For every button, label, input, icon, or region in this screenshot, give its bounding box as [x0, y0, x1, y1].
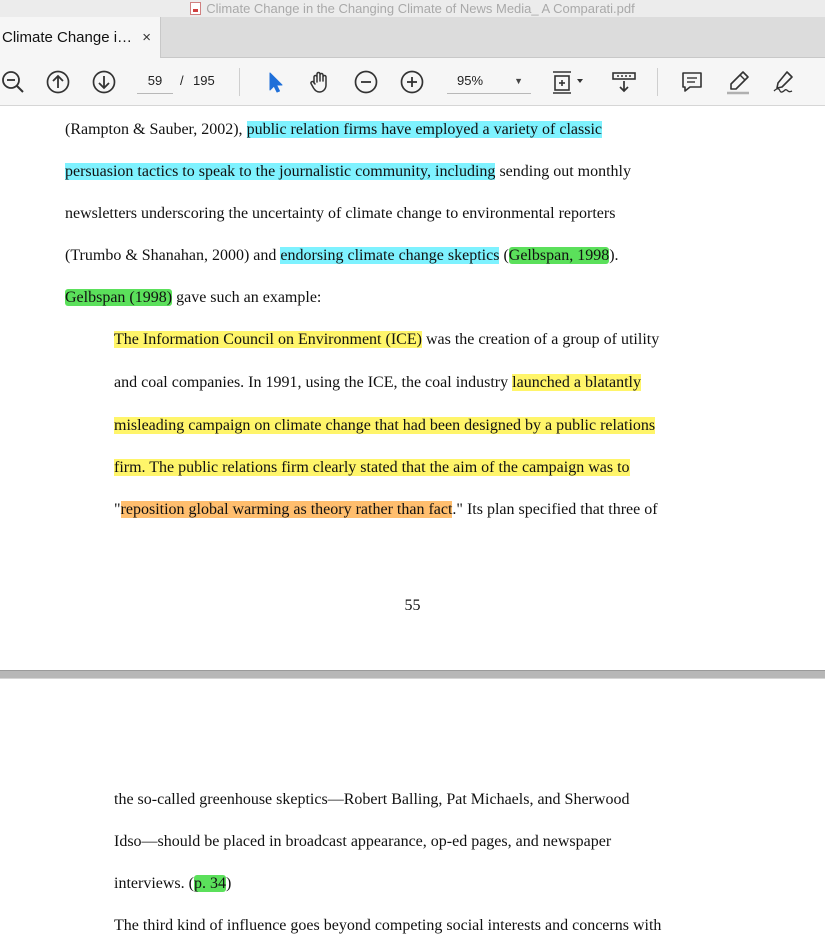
comment-icon[interactable]	[678, 68, 706, 96]
text-line: persuasion tactics to speak to the journalistic community, including sending out monthly	[65, 163, 631, 180]
block-quote-line	[114, 416, 655, 436]
pdf-file-icon	[190, 2, 201, 15]
highlight-green[interactable]: Gelbspan, 1998	[508, 247, 610, 264]
highlight-cyan[interactable]: endorsing climate change skeptics	[280, 247, 500, 264]
page-number: 55	[404, 597, 421, 614]
highlight-yellow[interactable]: misleading campaign on climate change that had been designed by a public relations	[114, 417, 656, 434]
window-title: Climate Change in the Changing Climate of News Media_ A Comparati.pdf	[206, 1, 635, 16]
highlight-cyan[interactable]: persuasion tactics to speak to the journalistic community, including	[65, 163, 496, 180]
highlight-pen-icon[interactable]	[724, 68, 752, 96]
block-quote-line: and coal companies. In 1991, using the ICE, the coal industry launched a blatantly	[114, 374, 641, 391]
text-line: The third kind of influence goes beyond competing social interests and concerns with	[114, 917, 662, 934]
block-quote-line	[114, 458, 630, 478]
select-cursor-icon[interactable]	[261, 68, 289, 96]
document-tab[interactable]	[0, 17, 161, 58]
block-quote-line: "reposition global warming as theory rather than fact." Its plan specified that three of	[114, 501, 658, 518]
tab-bar	[0, 17, 825, 58]
highlight-cyan[interactable]: public relation firms have employed a variety of classic	[246, 121, 602, 138]
zoom-out-icon[interactable]	[352, 68, 380, 96]
highlight-orange[interactable]: reposition global warming as theory rather than fact	[120, 501, 453, 518]
scroll-mode-icon[interactable]	[610, 68, 638, 96]
total-pages: 195	[193, 73, 215, 88]
text-line: (Rampton & Sauber, 2002), public relation firms have employed a variety of classic	[65, 121, 602, 138]
highlight-yellow[interactable]: The Information Council on Environment (ICE)	[114, 331, 422, 348]
highlight-yellow[interactable]: firm. The public relations firm clearly stated that the aim of the campaign was to	[114, 459, 630, 476]
text-line: Gelbspan (1998) gave such an example:	[65, 289, 322, 306]
highlight-green[interactable]: p. 34	[193, 875, 226, 892]
page-separator: /	[180, 73, 184, 88]
toolbar	[0, 58, 825, 106]
tab-label: Climate Change i…	[2, 29, 133, 46]
toolbar-divider	[657, 68, 658, 96]
block-quote-line: interviews. (p. 34)	[114, 875, 232, 892]
previous-page-icon[interactable]	[44, 68, 72, 96]
zoom-select[interactable]	[447, 68, 531, 94]
text-line: newsletters underscoring the uncertainty of climate change to environmental reporters	[65, 205, 616, 222]
page-separator-gap	[0, 670, 825, 679]
document-viewer[interactable]	[0, 107, 825, 934]
zoom-value: 95%	[457, 73, 484, 88]
zoom-in-icon[interactable]	[398, 68, 426, 96]
signature-icon[interactable]	[770, 68, 798, 96]
zoom-out-magnifier-icon[interactable]	[0, 68, 28, 96]
highlight-green[interactable]: Gelbspan (1998)	[65, 289, 173, 306]
hand-tool-icon[interactable]	[306, 68, 334, 96]
fit-page-icon[interactable]	[550, 68, 590, 96]
block-quote-line: The Information Council on Environment (ICE) was the creation of a group of utility	[114, 331, 660, 348]
chevron-down-icon: ▼	[514, 76, 523, 86]
highlight-yellow[interactable]: launched a blatantly	[512, 374, 641, 391]
toolbar-divider	[239, 68, 240, 96]
block-quote-line: Idso—should be placed in broadcast appearance, op-ed pages, and newspaper	[114, 833, 612, 850]
close-tab-button[interactable]: ×	[142, 29, 151, 46]
text-line: (Trumbo & Shanahan, 2000) and endorsing climate change skeptics (Gelbspan, 1998).	[65, 247, 619, 264]
current-page-input[interactable]: 59	[137, 68, 173, 94]
window-title-bar	[0, 0, 825, 17]
block-quote-line: the so-called greenhouse skeptics—Robert Balling, Pat Michaels, and Sherwood	[114, 791, 630, 808]
next-page-icon[interactable]	[90, 68, 118, 96]
